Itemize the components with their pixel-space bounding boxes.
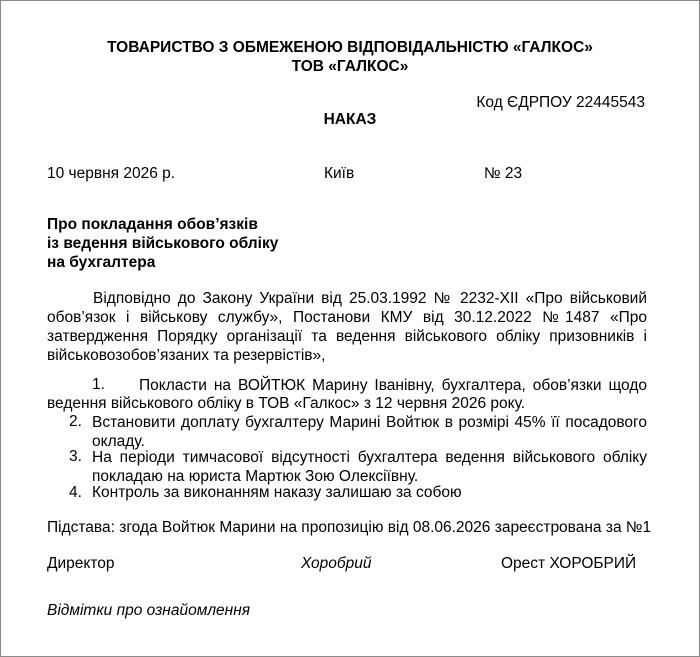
item-1: [139, 376, 647, 395]
signature-name: Орест ХОРОБРИЙ: [501, 555, 637, 572]
edrpou-code: Код ЄДРПОУ 22445543: [476, 94, 645, 111]
order-title: НАКАЗ: [323, 111, 377, 128]
preamble-line-2: обов’язок і військову службу», Постанови КМУ від 30.12.2022 №1487 «Про: [47, 309, 647, 326]
item-1-number: 1.: [92, 376, 105, 393]
subject-line-1: Про покладання обов’язків: [47, 216, 258, 233]
item-2: [92, 413, 647, 451]
preamble-line-1: Відповідно до Закону України від 25.03.1992 № 2232-XII «Про військовий: [93, 290, 647, 307]
order-city: Київ: [324, 165, 355, 182]
item-3: [92, 448, 647, 486]
subject-line-3: на бухгалтера: [47, 254, 156, 271]
company-short-name: ТОВ «ГАЛКОС»: [291, 58, 409, 75]
company-full-name: ТОВАРИСТВО З ОБМЕЖЕНОЮ ВІДПОВІДАЛЬНІСТЮ «ГАЛКОС»: [107, 39, 593, 56]
order-date: 10 червня 2026 р.: [47, 165, 176, 182]
preamble-line-4: військовозобов’язаних та резервістів»,: [47, 347, 326, 364]
item-1-line-2: ведення військового обліку в ТОВ «Галкос» з 12 червня 2026 року.: [47, 395, 526, 412]
item-2-line-1: Встановити доплату бухгалтеру Марині Войтюк в розмірі 45% її посадового: [92, 414, 647, 431]
item-3-number: 3.: [69, 448, 82, 465]
item-2-line-2: окладу.: [92, 433, 145, 450]
subject-line-2: із ведення військового обліку: [47, 235, 279, 252]
item-4-number: 4.: [69, 484, 82, 501]
item-3-line-2: покладаю на юриста Мартюк Зою Олексіївну.: [92, 468, 419, 485]
item-1-line-1: Покласти на ВОЙТЮК Марину Іванівну, бухгалтера, обов’язки щодо: [139, 377, 647, 394]
signature-handwritten: Хоробрий: [301, 555, 372, 572]
basis-text: Підстава: згода Войтюк Марини на пропозицію від 08.06.2026 зареєстрована за №1: [47, 519, 652, 536]
signature-position: Директор: [47, 555, 115, 572]
item-4-line-1: Контроль за виконанням наказу залишаю за собою: [92, 484, 462, 501]
preamble: [47, 289, 647, 365]
order-number: № 23: [484, 165, 523, 182]
item-3-line-1: На періоди тимчасової відсутності бухгалтера ведення військового обліку: [92, 449, 647, 466]
acknowledgement-note: Відмітки про ознайомлення: [47, 602, 251, 619]
preamble-line-3: затвердження Порядку організації та ведення військового обліку призовників і: [47, 328, 647, 345]
item-2-number: 2.: [69, 413, 82, 430]
